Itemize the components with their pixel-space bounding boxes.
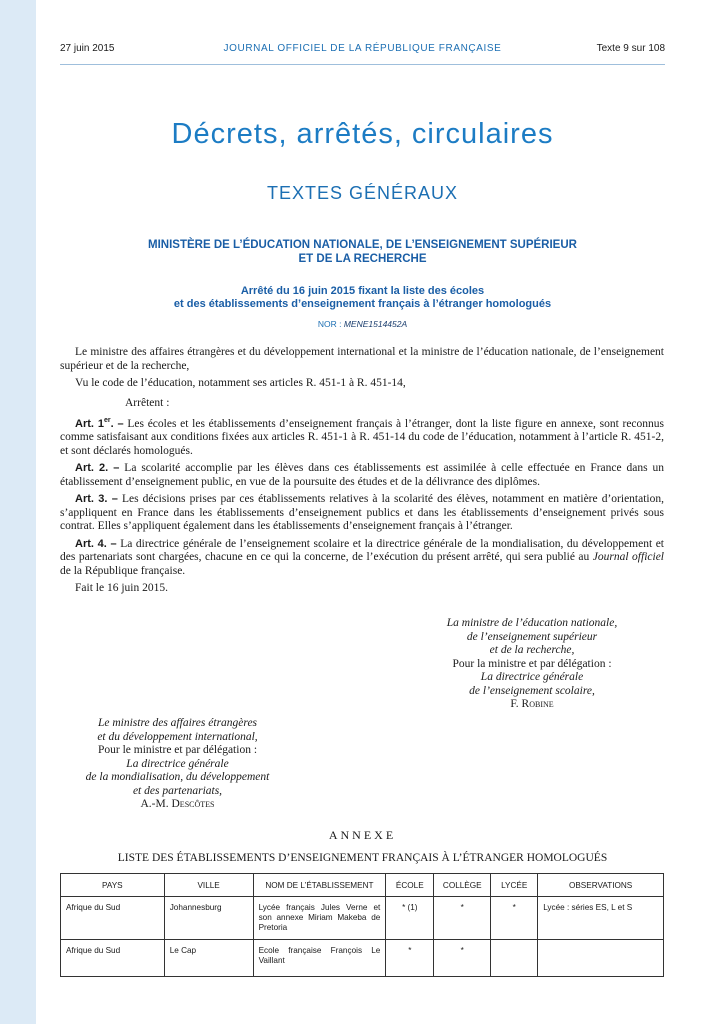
table-cell: Afrique du Sud [61, 940, 165, 977]
column-header: LYCÉE [491, 874, 538, 897]
signature-line: de l’enseignement scolaire, [469, 684, 595, 697]
signature-line: de l’enseignement supérieur [466, 630, 598, 643]
nor-value: MENE1514452A [343, 319, 408, 329]
arrete-title [60, 285, 665, 311]
arrete-line: et des établissements d’enseignement français à l’étranger homologués [173, 298, 552, 310]
fait-line: Fait le 16 juin 2015. [75, 582, 168, 595]
nor-reference [0, 319, 725, 329]
signatory-surname: Robine [521, 698, 554, 710]
signature-line: La directrice générale [126, 757, 229, 770]
article-text: La scolarité accomplie par les élèves dans ces établissements est assimilée à celle effectuée en France dans un établissement d’enseignement public, en vue de la poursuite des études et de la délivrance des diplômes. [60, 462, 664, 488]
signatory-name [60, 798, 295, 812]
column-header: PAYS [61, 874, 165, 897]
signature-line: de la mondialisation, du développement [85, 771, 270, 783]
table-cell: * [434, 897, 491, 940]
signatory-initial: F. [510, 698, 522, 710]
table-row [61, 897, 664, 940]
page-margin-band [0, 0, 36, 1024]
signatory-initial: A.-M. [140, 798, 172, 810]
arrete-line: Arrêté du 16 juin 2015 fixant la liste des écoles [240, 285, 485, 297]
arretent-line: Arrêtent : [125, 396, 170, 409]
article-text-italic: Journal officiel [592, 551, 664, 564]
header-divider [60, 64, 665, 65]
table-header-row [61, 874, 664, 897]
article-text: La directrice générale de l’enseignement scolaire et la directrice générale de la mondialisation, du développement et des partenariats sont chargées, chacune en ce qui la concerne, de l’exécution du présent arrêté, qui sera publié au [60, 537, 664, 564]
article-sep: . – [110, 417, 124, 430]
establishments-table [60, 873, 664, 977]
table-cell [538, 940, 664, 977]
table-cell: Le Cap [164, 940, 253, 977]
signature-block-foreign-affairs [60, 717, 295, 812]
document-body [60, 346, 664, 600]
signature-line: Pour le ministre et par délégation : [97, 744, 258, 756]
signature-block-education [400, 617, 664, 712]
article-2 [60, 462, 664, 489]
signatory-name [400, 698, 664, 712]
article-label: Art. 1 [75, 417, 104, 430]
article-4 [60, 538, 664, 579]
table-cell: * [491, 897, 538, 940]
article-text: de la République française. [60, 564, 186, 577]
ministry-line: MINISTÈRE DE L’ÉDUCATION NATIONALE, DE L’ENSEIGNEMENT SUPÉRIEUR [148, 239, 577, 251]
column-header: COLLÈGE [434, 874, 491, 897]
table-cell: Afrique du Sud [61, 897, 165, 940]
header-journal: JOURNAL OFFICIEL DE LA RÉPUBLIQUE FRANÇAISE [223, 43, 502, 54]
signature-line: et de la recherche, [489, 644, 575, 656]
column-header: ÉCOLE [386, 874, 434, 897]
column-header: NOM DE L’ÉTABLISSEMENT [253, 874, 386, 897]
table-cell: * [434, 940, 491, 977]
page-header [60, 43, 665, 57]
ministry-heading [60, 238, 665, 266]
signature-line: et des partenariats, [132, 784, 223, 797]
annexe-list-title: LISTE DES ÉTABLISSEMENTS D’ENSEIGNEMENT FRANÇAIS À L’ÉTRANGER HOMOLOGUÉS [117, 852, 608, 864]
ministry-line: ET DE LA RECHERCHE [298, 253, 427, 265]
column-header: OBSERVATIONS [538, 874, 664, 897]
table-cell: Lycée français Jules Verne et son annexe Miriam Makeba de Pretoria [253, 897, 386, 940]
table-cell: Lycée : séries ES, L et S [538, 897, 664, 940]
article-3 [60, 493, 664, 534]
table-cell: * [386, 940, 434, 977]
table-cell [491, 940, 538, 977]
section-title: Décrets, arrêtés, circulaires [171, 118, 554, 150]
header-text-number: Texte 9 sur 108 [596, 43, 665, 54]
vu-paragraph: Vu le code de l’éducation, notamment ses articles R. 451-1 à R. 451-14, [75, 377, 406, 389]
column-header: VILLE [164, 874, 253, 897]
table-cell: * (1) [386, 897, 434, 940]
signature-line: Pour la ministre et par délégation : [452, 657, 612, 670]
signature-line: et du développement international, [97, 730, 258, 743]
nor-label: NOR : [317, 319, 342, 329]
annexe-heading: ANNEXE [328, 828, 397, 842]
article-1 [60, 414, 664, 458]
article-label: Art. 3. – [75, 493, 118, 506]
article-label: Art. 2. – [75, 462, 120, 475]
section-subtitle: TEXTES GÉNÉRAUX [266, 183, 459, 203]
article-sup: er [103, 417, 111, 424]
intro-paragraph: Le ministre des affaires étrangères et du développement international et la ministre de l’éducation nationale, de l’enseignement supérieur et de la recherche, [60, 346, 664, 372]
signatory-surname: Descôtes [171, 798, 215, 810]
table-cell: Johannesburg [164, 897, 253, 940]
header-date: 27 juin 2015 [60, 43, 115, 54]
signature-line: Le ministre des affaires étrangères [97, 717, 258, 729]
table-cell: Ecole française François Le Vaillant [253, 940, 386, 977]
signature-line: La ministre de l’éducation nationale, [446, 617, 618, 629]
article-text: Les écoles et les établissements d’enseignement français à l’étranger, dont la liste figure en annexe, sont reconnus comme satisfaisant aux conditions fixées aux articles R. 451-1 à R. 451-14 du code de l’éducation, notamment à l’article R. 451-2, et sont déclarés homologués. [60, 417, 665, 457]
signature-line: La directrice générale [480, 671, 584, 683]
article-text: Les décisions prises par ces établissements relatives à la scolarité des élèves, notamment en matière d’orientation, s’appliquent en France dans les établissements d’enseignement publics et dans les établissements d’enseignement privés sous contrat. Elles s’appliquent également dans les établissements d’enseignement français à l’étranger. [60, 493, 664, 533]
table-row [61, 940, 664, 977]
article-label: Art. 4. – [75, 537, 117, 550]
